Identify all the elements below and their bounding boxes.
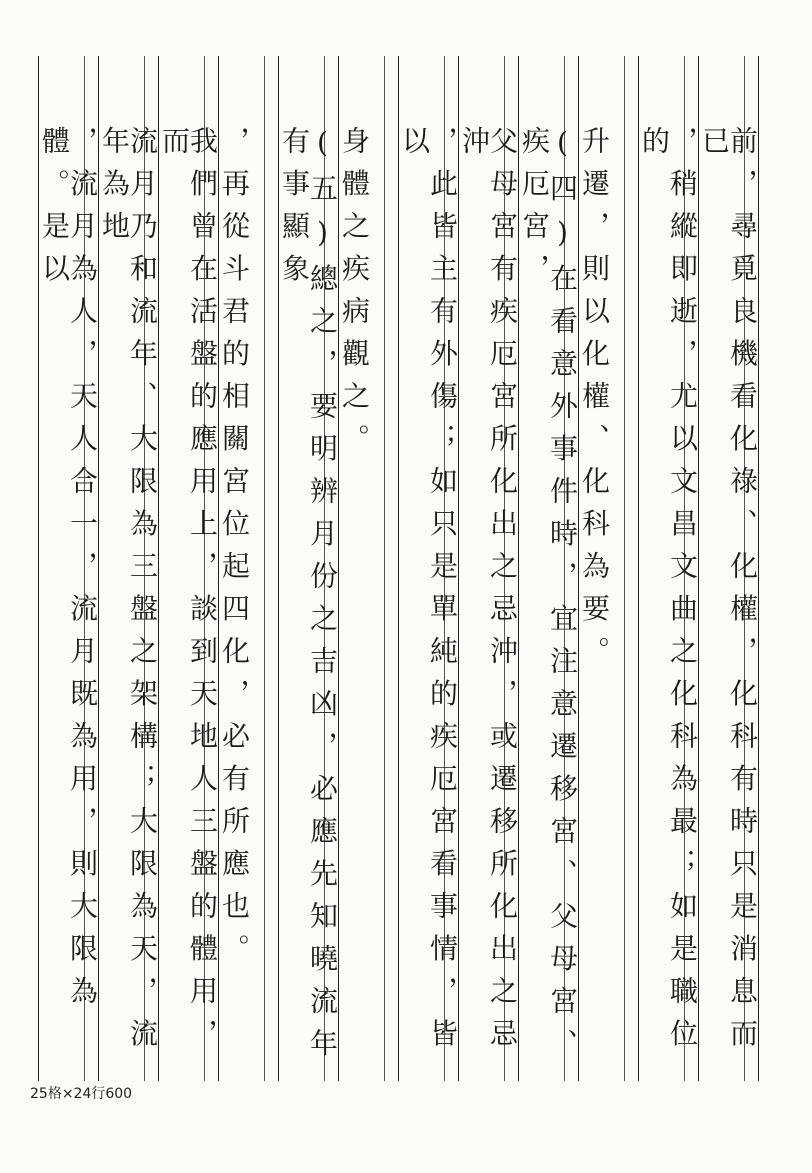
text-column-10: 我們曾在活盤的應用上，談到天地人三盤的體用，而 <box>158 126 219 1061</box>
text-column-6: ，此皆主有外傷；如只是單純的疾厄宮看事情，皆以 <box>398 126 459 1061</box>
text-column-11: 流月乃和流年、大限為三盤之架構；大限為天，流年為地 <box>98 126 159 1061</box>
text-column-7: 身體之疾病觀之。 <box>338 126 371 466</box>
text-column-2: ，稍縱即逝，尤以文昌文曲之化科為最；如是職位的 <box>638 126 699 1061</box>
text-column-9: ，再從斗君的相關宮位起四化，必有所應也。 <box>218 126 251 976</box>
text-column-8: (五)總之，要明辨月份之吉凶，必應先知曉流年有事顯象 <box>278 126 339 1071</box>
text-column-5: 父母宮有疾厄宮所化出之忌沖，或遷移所化出之忌沖 <box>458 126 519 1061</box>
grid-line <box>624 56 625 1081</box>
text-column-12: ，流月為人，天人合一，流月既為用，則大限為體。是以 <box>38 126 99 1019</box>
grid-line <box>384 56 385 1081</box>
grid-spec-footer: 25格×24行600 <box>30 1086 133 1102</box>
text-column-3: 升遷，則以化權、化科為要。 <box>578 126 611 679</box>
text-column-1: 前，尋覓良機看化祿、化權，化科有時只是消息而已 <box>698 126 759 1061</box>
manuscript-sheet <box>38 56 773 1081</box>
text-column-4: (四)在看意外事件時，宜注意遷移宮、父母宮、疾厄宮， <box>518 126 579 1071</box>
grid-line <box>398 56 399 1081</box>
grid-line <box>638 56 639 1081</box>
grid-line <box>264 56 265 1081</box>
